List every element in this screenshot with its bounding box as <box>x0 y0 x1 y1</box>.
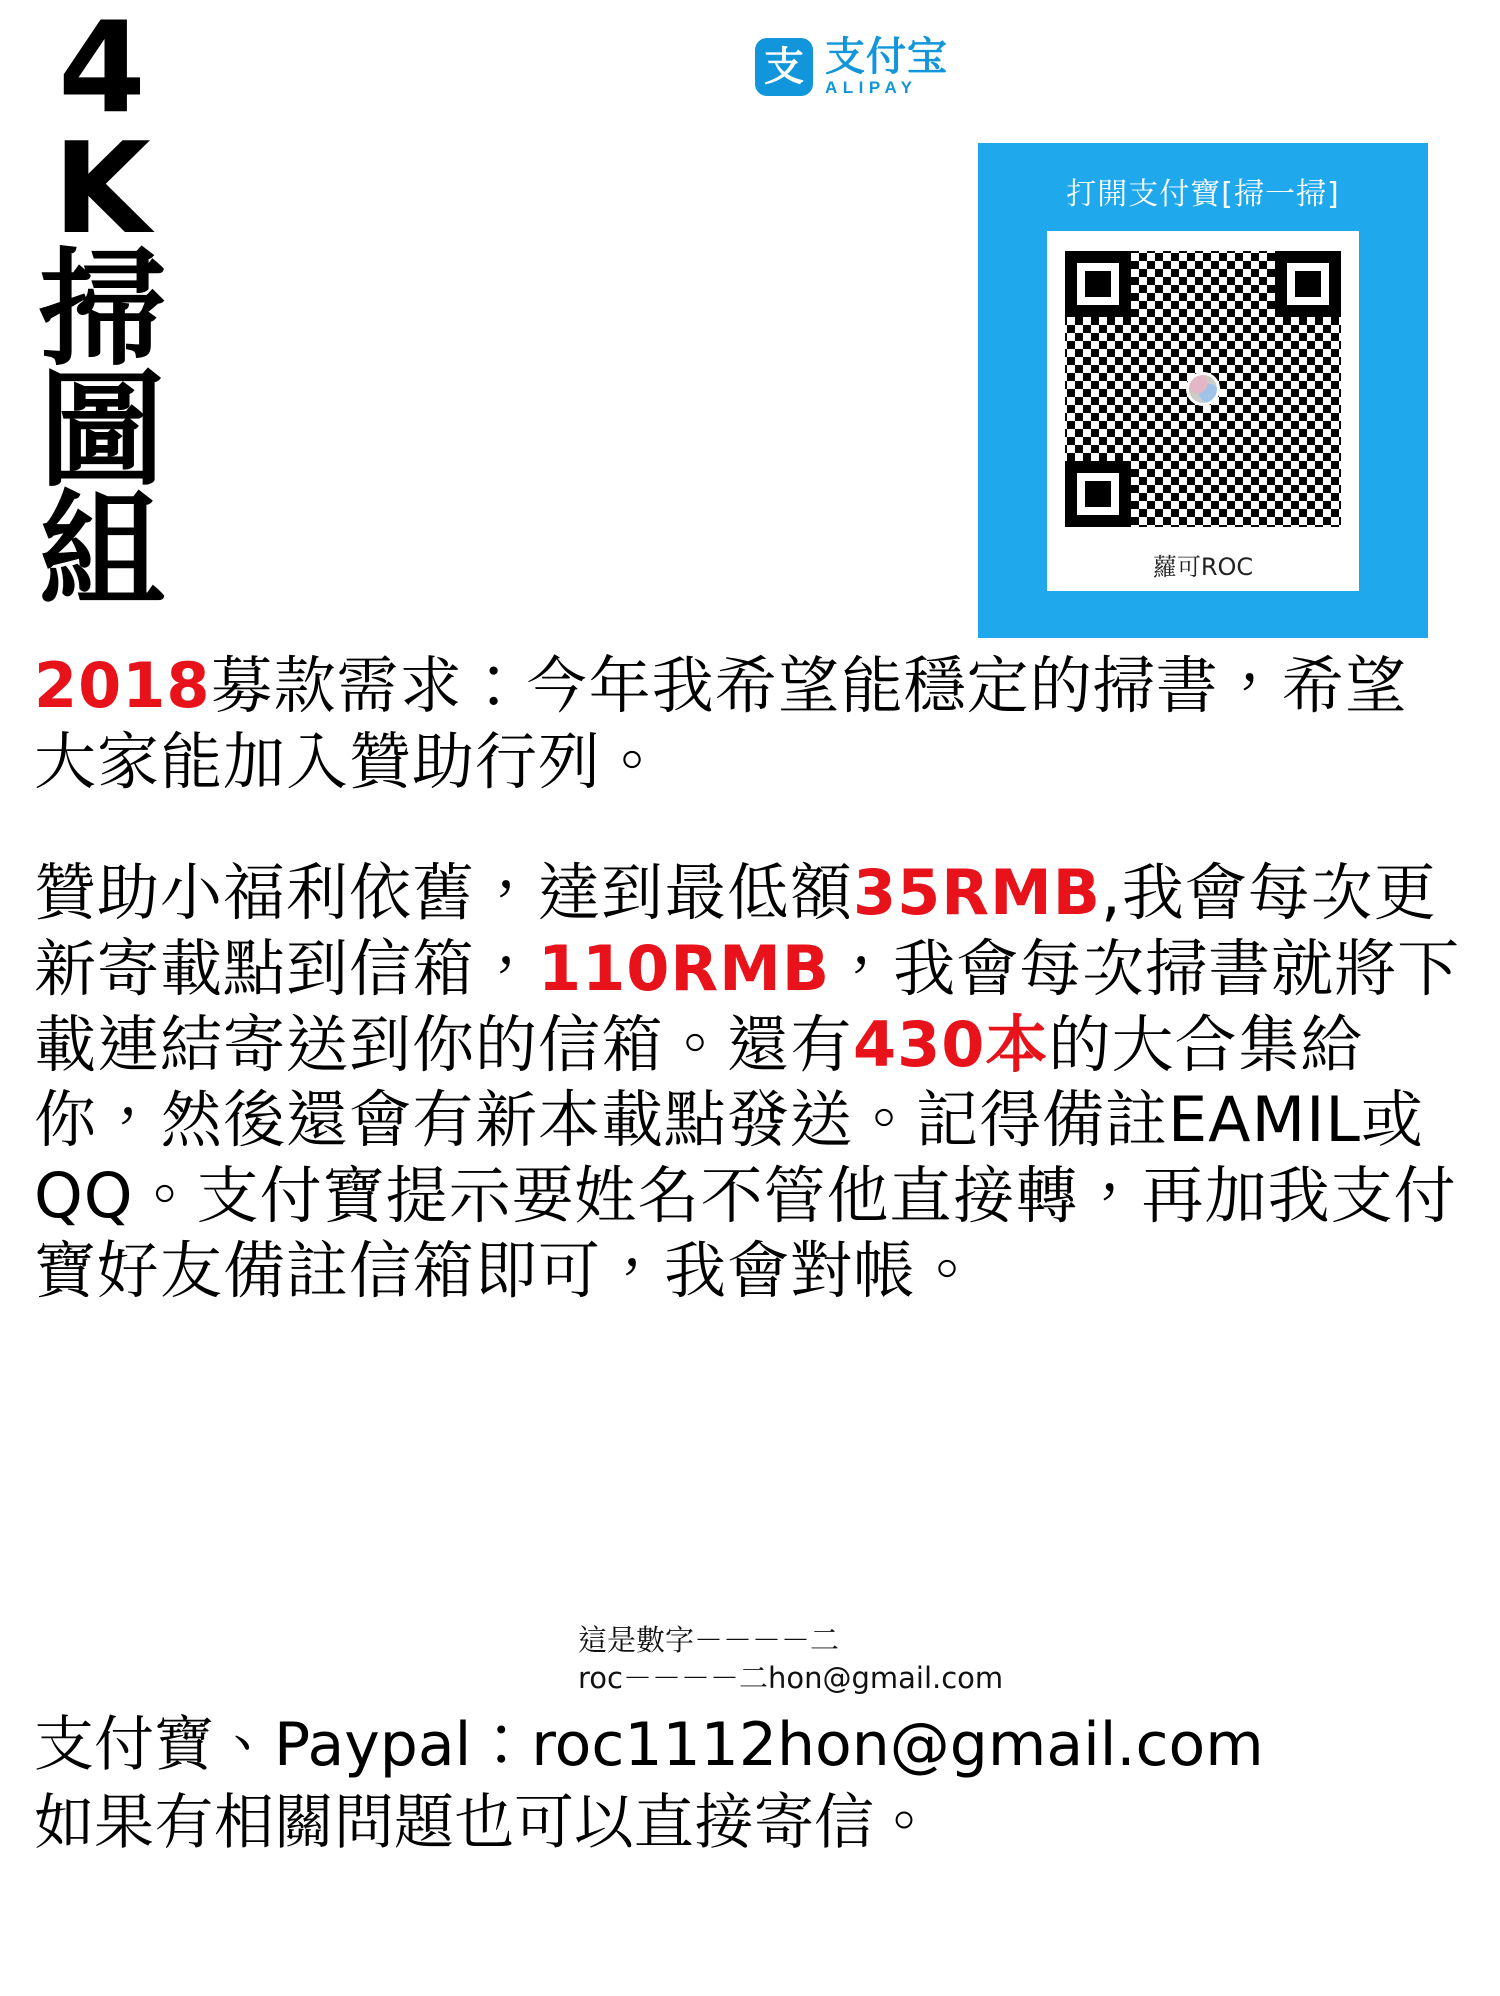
reward-text-d: 的大合集給你，然後還會有新本載點發送。記得備註EAMIL或QQ。支付寶提示要姓名不管他直接轉，再加我支付寶好友備註信箱即可，我會對帳。 <box>34 1007 1457 1308</box>
funding-year: 2018 <box>34 649 211 722</box>
reward-text-a: 贊助小福利依舊，達到最低額 <box>34 856 854 930</box>
contact-block <box>34 1706 1474 1862</box>
reward-text-c: ，我會每次掃書就將下載連結寄送到你的信箱。還有 <box>34 931 1461 1081</box>
contact-note: 如果有相關問題也可以直接寄信。 <box>34 1788 934 1858</box>
contact-payment-email[interactable]: 支付寶、Paypal：roc1112hon@gmail.com <box>34 1710 1264 1780</box>
qr-card <box>1047 231 1359 591</box>
title-char-1: 4 <box>58 0 146 141</box>
title-char-4: 圖 <box>39 356 165 504</box>
title-char-3: 掃 <box>39 235 165 383</box>
qr-finder-top-right <box>1275 251 1341 317</box>
paragraph-funding-goal <box>34 648 1466 799</box>
email-annotation-line1: 這是數字－－－－二 <box>578 1623 840 1657</box>
title-char-2: K <box>53 114 151 262</box>
qr-finder-top-left <box>1065 251 1131 317</box>
alipay-name-cn: 支付宝 <box>825 34 948 80</box>
reward-archive-count: 430本 <box>853 1007 1049 1081</box>
body-text <box>34 648 1466 1327</box>
reward-tier-low: 35RMB <box>853 856 1101 930</box>
paragraph-reward-details <box>34 855 1466 1309</box>
alipay-name-en: ALIPAY <box>825 78 918 97</box>
qr-quiet-zone-bottom <box>1059 527 1347 533</box>
reward-tier-high: 110RMB <box>538 931 831 1005</box>
qr-nickname: 蘿可ROC <box>1152 553 1254 581</box>
alipay-logo-icon <box>755 38 813 96</box>
qr-finder-bottom-left <box>1065 461 1131 527</box>
qr-center-avatar-icon <box>1186 372 1220 406</box>
reward-text-b: ,我會每次更新寄載點到信箱， <box>34 856 1437 1005</box>
qr-quiet-zone-right <box>1341 245 1347 533</box>
email-annotation <box>578 1622 1138 1697</box>
alipay-glyph: 支 <box>764 44 804 90</box>
funding-goal-text: 募款需求：今年我希望能穩定的掃書，希望大家能加入贊助行列。 <box>34 649 1408 798</box>
title-char-5: 組 <box>39 477 165 625</box>
alipay-logo <box>755 36 948 98</box>
qr-panel <box>978 143 1428 638</box>
vertical-title <box>22 0 182 625</box>
email-annotation-line2: roc－－－－二hon@gmail.com <box>578 1660 1004 1695</box>
qr-heading: 打開支付寶[掃一掃] <box>1066 177 1340 212</box>
qr-code-image[interactable] <box>1059 245 1347 533</box>
alipay-wordmark <box>825 36 948 98</box>
